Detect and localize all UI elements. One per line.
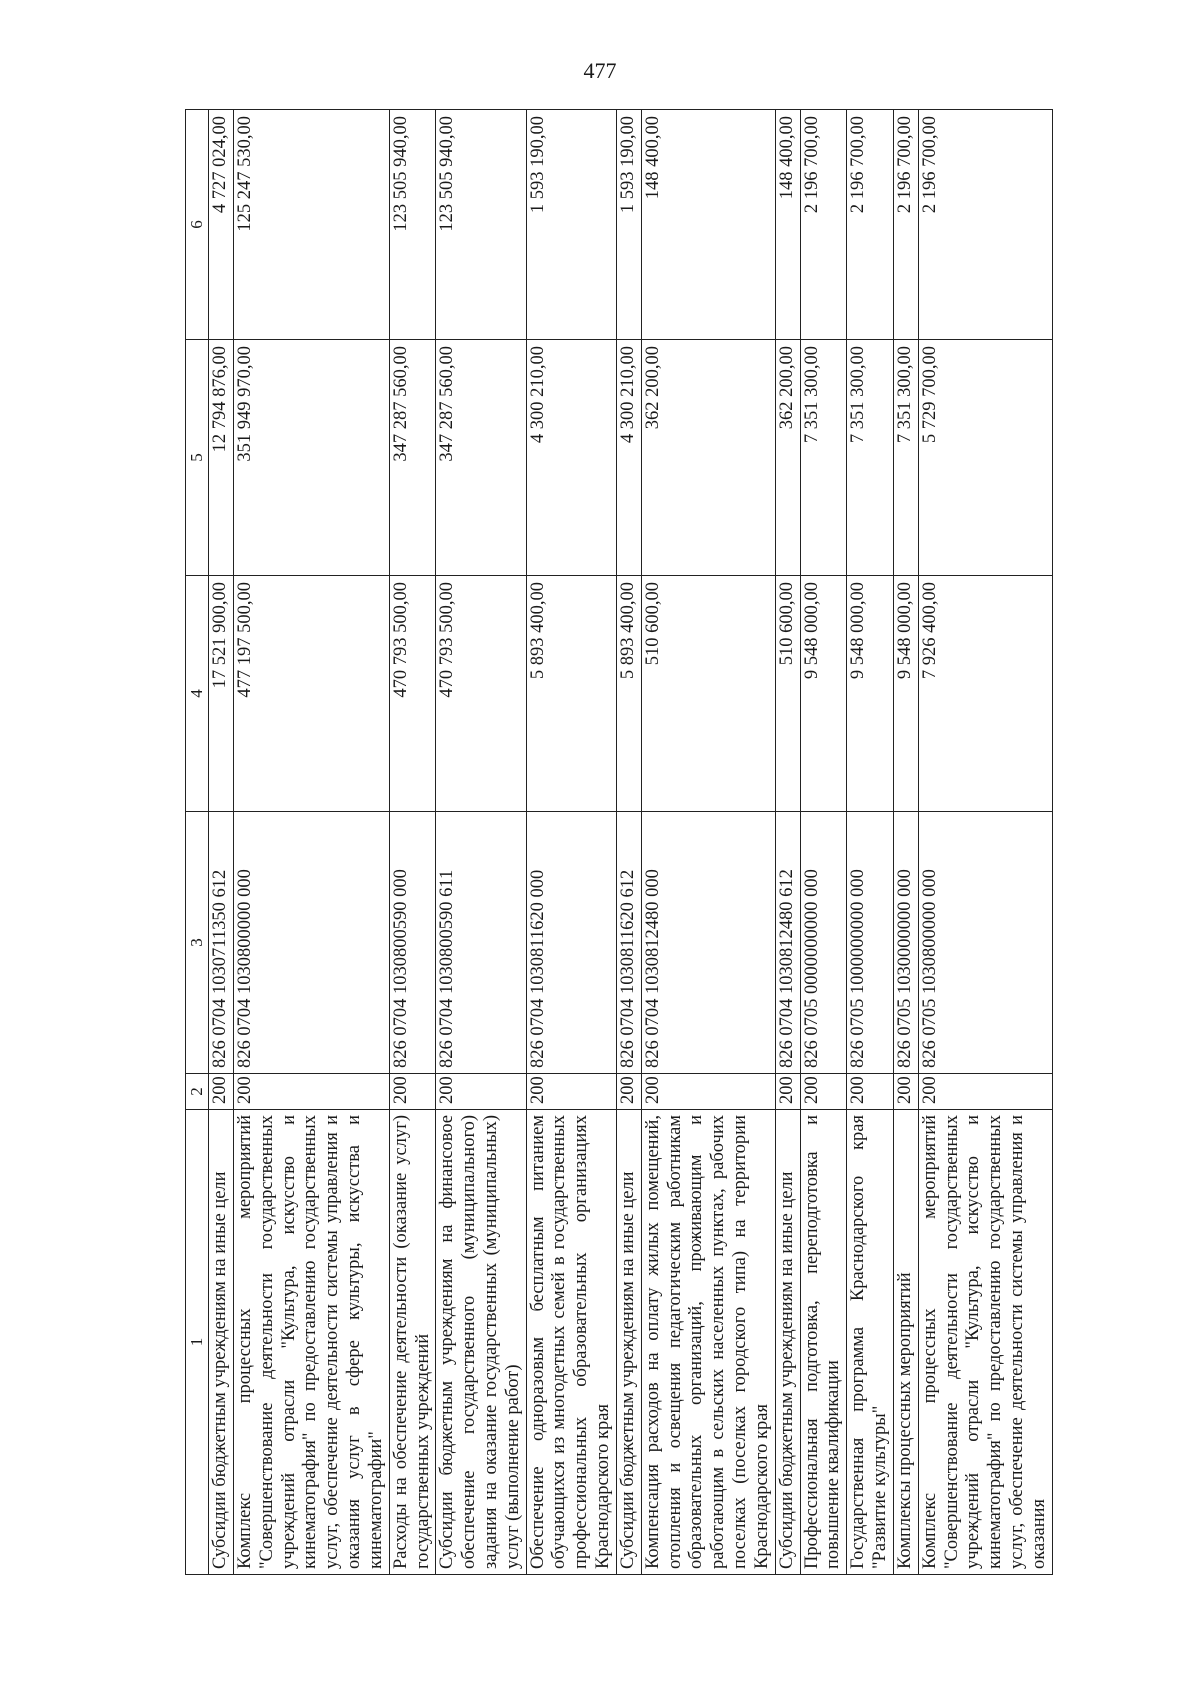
- row-code: 826 0704 1030800590 000: [389, 812, 436, 1074]
- row-code: 826 0705 0000000000 000: [800, 812, 847, 1074]
- row-name: Комплексы процессных мероприятий: [893, 1110, 918, 1575]
- row-value-4: 510 600,00: [641, 576, 775, 812]
- row-name: Профессиональная подготовка, переподготовка и повышение квалификации: [800, 1110, 847, 1575]
- row-col2: 200: [526, 1074, 616, 1110]
- table-header-row: [186, 110, 209, 1575]
- row-value-6: 4 727 024,00: [209, 110, 234, 340]
- row-value-5: 7 351 300,00: [800, 340, 847, 576]
- row-value-5: 347 287 560,00: [389, 340, 436, 576]
- row-name: Расходы на обеспечение деятельности (оказание услуг) государственных учреждений: [389, 1110, 436, 1575]
- row-value-4: 5 893 400,00: [526, 576, 616, 812]
- row-col2: 200: [389, 1074, 436, 1110]
- row-code: 826 0704 1030811620 000: [526, 812, 616, 1074]
- row-code: 826 0704 1030711350 612: [209, 812, 234, 1074]
- row-value-6: 148 400,00: [775, 110, 800, 340]
- row-name: Государственная программа Краснодарского края "Развитие культуры": [847, 1110, 894, 1575]
- row-value-5: 351 949 970,00: [233, 340, 389, 576]
- row-value-6: 125 247 530,00: [233, 110, 389, 340]
- table-row: [847, 110, 894, 1575]
- row-name: Компенсация расходов на оплату жилых помещений, отопления и освещения педагогическим работникам образовательных организаций, проживающим и работающим в сельских населенных пунктах, рабочих поселках (поселках городского типа) на территории Краснодарского края: [641, 1110, 775, 1575]
- table-row: [209, 110, 234, 1575]
- row-value-4: 470 793 500,00: [389, 576, 436, 812]
- row-value-5: 4 300 210,00: [526, 340, 616, 576]
- row-name: Комплекс процессных мероприятий "Совершенствование деятельности государственных учреждений отрасли "Культура, искусство и кинематография" по предоставлению государственных услуг, обеспечение деятельности системы управления и оказания: [918, 1110, 1052, 1575]
- table-row: [526, 110, 616, 1575]
- row-code: 826 0704 1030800590 611: [436, 812, 526, 1074]
- row-col2: 200: [233, 1074, 389, 1110]
- row-value-4: 9 548 000,00: [893, 576, 918, 812]
- row-code: 826 0704 1030812480 612: [775, 812, 800, 1074]
- row-name: Субсидии бюджетным учреждениям на иные цели: [775, 1110, 800, 1575]
- row-value-5: 362 200,00: [775, 340, 800, 576]
- row-name: Комплекс процессных мероприятий "Совершенствование деятельности государственных учреждений отрасли "Культура, искусство и кинематография" по предоставлению государственных услуг, обеспечение деятельности системы управления и оказания услуг в сфере культуры, искусства и кинематографии": [233, 1110, 389, 1575]
- table-row: [918, 110, 1052, 1575]
- header-col-1: 1: [186, 1110, 209, 1575]
- row-value-5: 362 200,00: [641, 340, 775, 576]
- table-row: [775, 110, 800, 1575]
- row-value-5: 347 287 560,00: [436, 340, 526, 576]
- budget-table: [185, 109, 1053, 1575]
- row-value-5: 7 351 300,00: [847, 340, 894, 576]
- row-value-6: 2 196 700,00: [918, 110, 1052, 340]
- row-name: Обеспечение одноразовым бесплатным питанием обучающихся из многодетных семей в государственных профессиональных образовательных организациях Краснодарского края: [526, 1110, 616, 1575]
- row-value-6: 2 196 700,00: [800, 110, 847, 340]
- row-value-5: 4 300 210,00: [616, 340, 641, 576]
- row-value-4: 9 548 000,00: [847, 576, 894, 812]
- header-col-6: 6: [186, 110, 209, 340]
- header-col-3: 3: [186, 812, 209, 1074]
- row-code: 826 0704 1030812480 000: [641, 812, 775, 1074]
- row-name: Субсидии бюджетным учреждениям на финансовое обеспечение государственного (муниципального) задания на оказание государственных (муниципальных) услуг (выполнение работ): [436, 1110, 526, 1575]
- row-col2: 200: [800, 1074, 847, 1110]
- budget-table-sheet: [185, 110, 1049, 1575]
- table-row: [800, 110, 847, 1575]
- row-col2: 200: [209, 1074, 234, 1110]
- row-code: 826 0705 1030000000 000: [893, 812, 918, 1074]
- page-number: 477: [583, 58, 617, 83]
- row-value-6: 2 196 700,00: [893, 110, 918, 340]
- row-value-4: 17 521 900,00: [209, 576, 234, 812]
- row-value-6: 2 196 700,00: [847, 110, 894, 340]
- row-value-4: 470 793 500,00: [436, 576, 526, 812]
- row-value-5: 5 729 700,00: [918, 340, 1052, 576]
- header-col-2: 2: [186, 1074, 209, 1110]
- row-value-5: 12 794 876,00: [209, 340, 234, 576]
- header-col-4: 4: [186, 576, 209, 812]
- table-row: [233, 110, 389, 1575]
- row-value-4: 9 548 000,00: [800, 576, 847, 812]
- row-name: Субсидии бюджетным учреждениям на иные цели: [209, 1110, 234, 1575]
- row-code: 826 0704 1030811620 612: [616, 812, 641, 1074]
- row-name: Субсидии бюджетным учреждениям на иные цели: [616, 1110, 641, 1575]
- table-row: [616, 110, 641, 1575]
- row-code: 826 0705 1000000000 000: [847, 812, 894, 1074]
- row-value-4: 477 197 500,00: [233, 576, 389, 812]
- row-value-6: 1 593 190,00: [616, 110, 641, 340]
- row-value-4: 7 926 400,00: [918, 576, 1052, 812]
- row-col2: 200: [847, 1074, 894, 1110]
- row-code: 826 0704 1030800000 000: [233, 812, 389, 1074]
- row-col2: 200: [436, 1074, 526, 1110]
- row-col2: 200: [918, 1074, 1052, 1110]
- header-col-5: 5: [186, 340, 209, 576]
- row-value-4: 510 600,00: [775, 576, 800, 812]
- row-value-5: 7 351 300,00: [893, 340, 918, 576]
- table-row: [389, 110, 436, 1575]
- row-col2: 200: [616, 1074, 641, 1110]
- table-row: [641, 110, 775, 1575]
- row-col2: 200: [893, 1074, 918, 1110]
- table-row: [893, 110, 918, 1575]
- table-row: [436, 110, 526, 1575]
- row-value-4: 5 893 400,00: [616, 576, 641, 812]
- row-value-6: 123 505 940,00: [436, 110, 526, 340]
- row-col2: 200: [641, 1074, 775, 1110]
- row-col2: 200: [775, 1074, 800, 1110]
- row-value-6: 123 505 940,00: [389, 110, 436, 340]
- row-code: 826 0705 1030800000 000: [918, 812, 1052, 1074]
- row-value-6: 148 400,00: [641, 110, 775, 340]
- row-value-6: 1 593 190,00: [526, 110, 616, 340]
